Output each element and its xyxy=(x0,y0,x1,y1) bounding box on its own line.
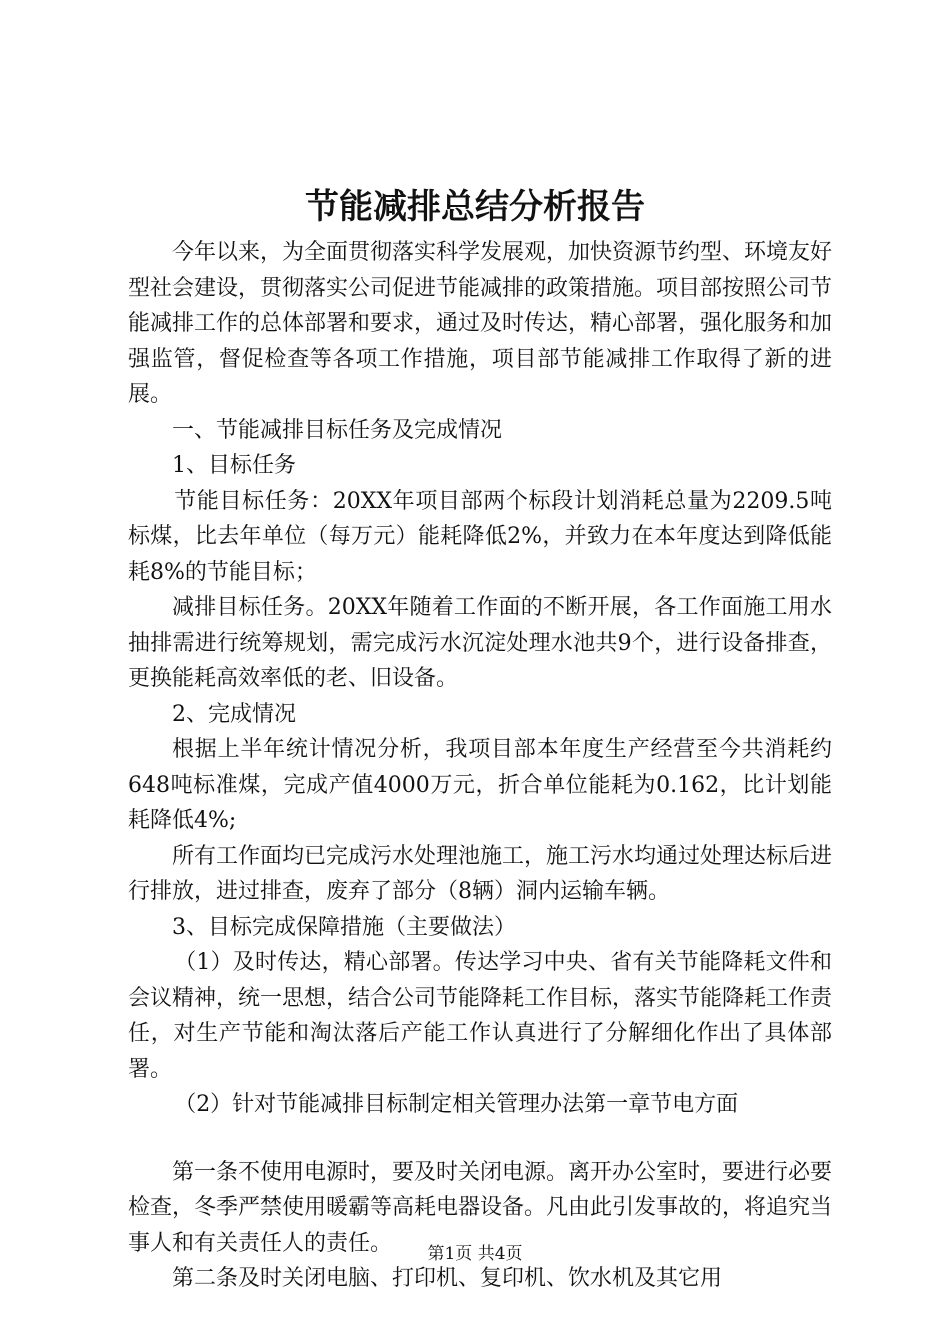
paragraph-energy-target: 节能目标任务：20XX年项目部两个标段计划消耗总量为2209.5吨标煤，比去年单位（每万元）能耗降低2%，并致力在本年度达到降低能耗8%的节能目标； xyxy=(128,488,832,585)
paragraph-measure-2: （2）针对节能减排目标制定相关管理办法第一章节电方面 xyxy=(174,1092,739,1117)
paragraph-emission-target: 减排目标任务。20XX年随着工作面的不断开展，各工作面施工用水抽排需进行统筹规划，需完成污水沉淀处理水池共9个，进行设备排查，更换能耗高效率低的老、旧设备。 xyxy=(128,595,832,691)
document-body xyxy=(128,235,832,1297)
paragraph-article-2: 第二条及时关闭电脑、打印机、复印机、饮水机及其它用 xyxy=(172,1266,723,1291)
heading-completion: 2、完成情况 xyxy=(172,701,296,727)
paragraph-completion-stats: 根据上半年统计情况分析，我项目部本年度生产经营至今共消耗约648吨标准煤，完成产值4000万元，折合单位能耗为0.162，比计划能耗降低4%; xyxy=(128,737,832,833)
paragraph-article-1: 第一条不使用电源时，要及时关闭电源。离开办公室时，要进行必要检查，冬季严禁使用暖霸等高耗电器设备。凡由此引发事故的，将追究当事人和有关责任人的责任。 xyxy=(128,1159,833,1256)
heading-section-1: 一、节能减排目标任务及完成情况 xyxy=(172,417,503,443)
document-title: 节能减排总结分析报告 xyxy=(305,187,645,227)
page-number: 第1页 共4页 xyxy=(427,1244,523,1264)
heading-target-tasks: 1、目标任务 xyxy=(172,453,296,478)
paragraph-intro: 今年以来，为全面贯彻落实科学发展观，加快资源节约型、环境友好型社会建设，贯彻落实公司促进节能减排的政策措施。项目部按照公司节能减排工作的总体部署和要求，通过及时传达，精心部署，强化服务和加强监管，督促检查等各项工作措施，项目部节能减排工作取得了新的进展。 xyxy=(128,240,833,407)
paragraph-wastewater: 所有工作面均已完成污水处理池施工，施工污水均通过处理达标后进行排放，进过排查，废弃了部分（8辆）洞内运输车辆。 xyxy=(128,843,833,904)
paragraph-measure-1: （1）及时传达，精心部署。传达学习中央、省有关节能降耗文件和会议精神，统一思想，结合公司节能降耗工作目标，落实节能降耗工作责任，对生产节能和淘汰落后产能工作认真进行了分解细化作出了具体部署。 xyxy=(128,950,833,1082)
heading-measures: 3、目标完成保障措施（主要做法） xyxy=(172,914,516,940)
